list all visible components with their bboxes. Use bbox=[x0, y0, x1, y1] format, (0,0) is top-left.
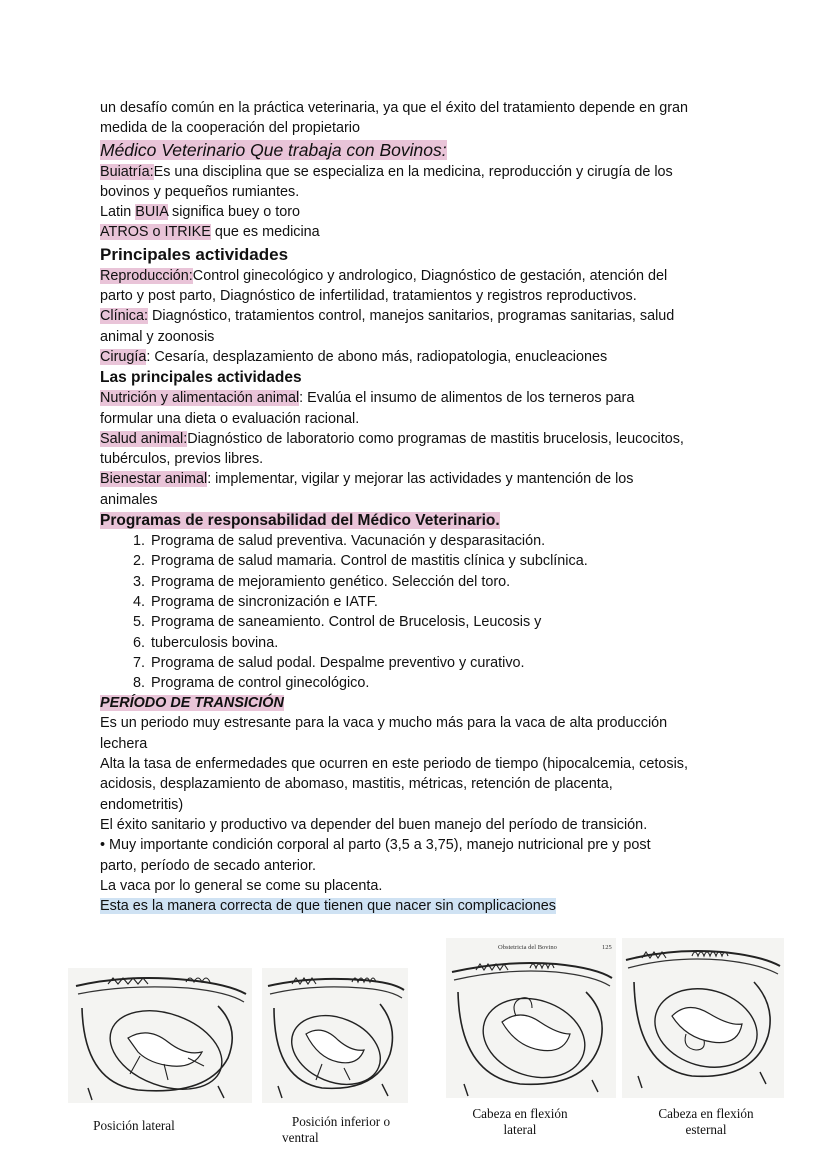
transicion-line: acidosis, desplazamiento de abomaso, mastitis, métricas, retención de placenta, bbox=[100, 776, 613, 793]
caption-posicion-lateral: Posición lateral bbox=[93, 1118, 175, 1133]
page-number: 125 bbox=[602, 944, 612, 951]
reproduccion-line-2: parto y post parto, Diagnóstico de infertilidad, tratamientos y registros reproductivos. bbox=[100, 288, 637, 305]
document-body bbox=[100, 98, 740, 916]
bienestar-paragraph: Bienestar animal: implementar, vigilar y mejorar las actividades y mantención de los bbox=[100, 471, 634, 488]
intro-line-1: un desafío común en la práctica veterinaria, ya que el éxito del tratamiento depende en gran bbox=[100, 100, 688, 116]
caption-cabeza-flexion-lateral: Cabeza en flexión lateral bbox=[472, 1106, 568, 1137]
nutricion-paragraph: Nutrición y alimentación animal: Evalúa el insumo de alimentos de los terneros para bbox=[100, 390, 635, 407]
figure-cabeza-flexion-esternal bbox=[622, 938, 784, 1098]
book-header: Obstetricia del Bovino bbox=[498, 944, 557, 951]
intro-line-2: medida de la cooperación del propietario bbox=[100, 120, 361, 137]
list-item: 3. Programa de mejoramiento genético. Selección del toro. bbox=[149, 572, 740, 592]
list-item: 2. Programa de salud mamaria. Control de mastitis clínica y subclínica. bbox=[149, 551, 740, 571]
nutricion-line-2: formular una dieta o evaluación racional. bbox=[100, 410, 360, 427]
caption-cabeza-flexion-esternal: Cabeza en flexión esternal bbox=[658, 1106, 754, 1137]
salud-paragraph: Salud animal:Diagnóstico de laboratorio como programas de mastitis brucelosis, leucocitos, bbox=[100, 430, 684, 447]
transicion-line: Alta la tasa de enfermedades que ocurren en este periodo de tiempo (hipocalcemia, cetosis, bbox=[100, 756, 688, 773]
transicion-line: endometritis) bbox=[100, 796, 184, 813]
calf-head-lateral-flexion-illustration bbox=[446, 938, 616, 1098]
programas-list bbox=[100, 531, 740, 693]
list-item: 7. Programa de salud podal. Despalme preventivo y curativo. bbox=[149, 653, 740, 673]
heading-programas: Programas de responsabilidad del Médico Veterinario. bbox=[100, 512, 500, 530]
caption-posicion-inferior: Posición inferior o ventral bbox=[282, 1114, 391, 1145]
figure-cabeza-flexion-lateral bbox=[446, 938, 616, 1098]
heading-bovinos: Médico Veterinario Que trabaja con Bovinos: bbox=[100, 139, 447, 160]
list-item: 4. Programa de sincronización e IATF. bbox=[149, 592, 740, 612]
buiatria-term: Buiatría: bbox=[100, 163, 154, 180]
transicion-line: Es un periodo muy estresante para la vaca y mucho más para la vaca de alta producción bbox=[100, 715, 668, 732]
nacimiento-line: Esta es la manera correcta de que tienen que nacer sin complicaciones bbox=[100, 898, 556, 915]
clinica-line-2: animal y zoonosis bbox=[100, 328, 215, 345]
list-item: 1. Programa de salud preventiva. Vacunación y desparasitación. bbox=[149, 531, 740, 551]
buiatria-paragraph: Buiatría:Es una disciplina que se especializa en la medicina, reproducción y cirugía de los bbox=[100, 163, 673, 180]
atros-line: ATROS o ITRIKE que es medicina bbox=[100, 224, 320, 241]
heading-las-principales-actividades: Las principales actividades bbox=[100, 369, 302, 387]
clinica-paragraph: Clínica: Diagnóstico, tratamientos control, manejos sanitarios, programas sanitarias, salud bbox=[100, 308, 675, 325]
buiatria-line-2: bovinos y pequeños rumiantes. bbox=[100, 183, 300, 200]
figure-posicion-lateral bbox=[68, 968, 252, 1103]
calf-position-lateral-illustration bbox=[68, 968, 252, 1103]
transicion-line: lechera bbox=[100, 735, 148, 752]
transicion-line: • Muy importante condición corporal al parto (3,5 a 3,75), manejo nutricional pre y post bbox=[100, 837, 651, 854]
calf-position-ventral-illustration bbox=[262, 968, 408, 1103]
list-item: 6. tuberculosis bovina. bbox=[149, 633, 740, 653]
transicion-line: La vaca por lo general se come su placenta. bbox=[100, 877, 383, 894]
salud-line-2: tubérculos, previos libres. bbox=[100, 451, 264, 468]
bienestar-line-2: animales bbox=[100, 491, 158, 508]
transicion-line: parto, período de secado anterior. bbox=[100, 857, 317, 874]
reproduccion-paragraph: Reproducción:Control ginecológico y andrologico, Diagnóstico de gestación, atención del bbox=[100, 267, 668, 284]
list-item: 8. Programa de control ginecológico. bbox=[149, 673, 740, 693]
latin-line: Latin BUIA significa buey o toro bbox=[100, 204, 301, 221]
heading-periodo-transicion: PERÍODO DE TRANSICIÓN bbox=[100, 695, 284, 712]
calf-head-sternal-flexion-illustration bbox=[622, 938, 784, 1098]
figure-posicion-inferior bbox=[262, 968, 408, 1103]
cirugia-line: Cirugía: Cesaría, desplazamiento de abono más, radiopatologia, enucleaciones bbox=[100, 348, 608, 365]
heading-principales-actividades: Principales actividades bbox=[100, 244, 289, 264]
transicion-line: El éxito sanitario y productivo va depender del buen manejo del período de transición. bbox=[100, 816, 648, 833]
list-item: 5. Programa de saneamiento. Control de Brucelosis, Leucosis y bbox=[149, 612, 740, 632]
